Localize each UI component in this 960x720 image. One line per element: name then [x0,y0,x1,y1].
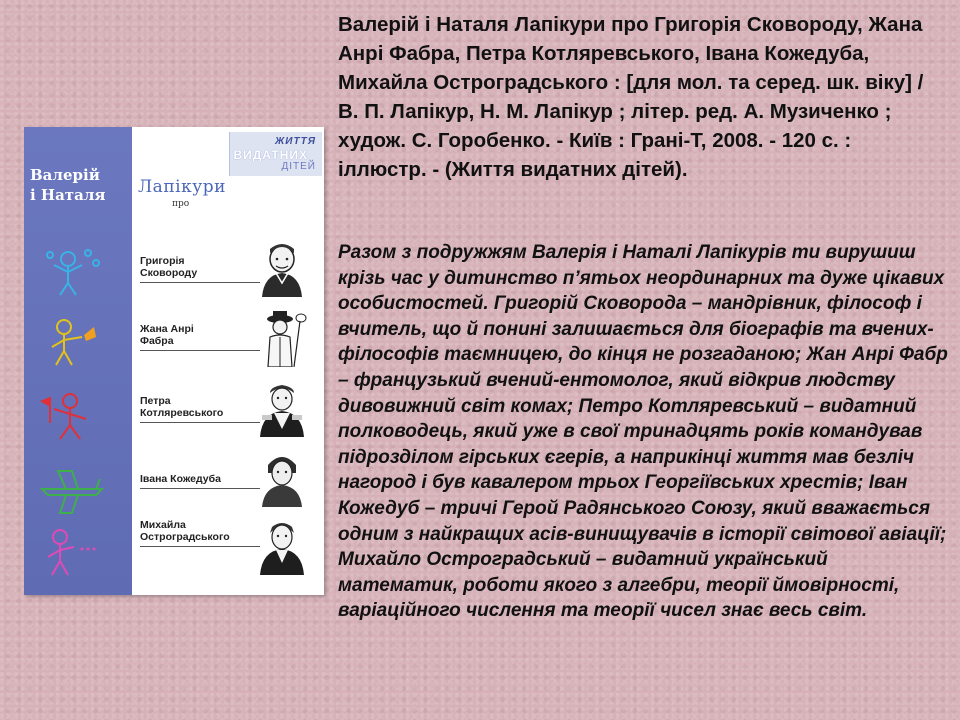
cover-hero-label-kotlyarevsky: Петра Котляревського [140,395,260,423]
bibliographic-record: Валерій і Наталя Лапікури про Григорія Сковороду, Жана Анрі Фабра, Петра Котляревського, Івана Кожедуба, Михайла Остроградського : [для мол. та серед. шк. віку] / В. П. Лапікур, Н. М. Лапікур ; літер. ред. А. Музиченко ; худож. С. Горобенко. - Київ : Грані-Т, 2008. - 120 с. : іллюстр. - (Життя видатних дітей). [338,13,924,181]
cover-hero-label-fabre: Жана Анрі Фабра [140,323,260,351]
series-logo-line3: ДІТЕЙ [281,161,316,172]
skovoroda-portrait-icon [254,239,310,297]
kotlyarevsky-portrait-icon [254,379,310,437]
book-annotation: Разом з подружжям Валерія і Наталі Лапікурів ти вирушиш крізь час у дитинство п’ятьох неординарних та дуже цікавих особистостей. Григорій Сковорода – мандрівник, філософ і вчитель, що й понині залишається для біографів та вчених-філософів таємницею, до кінця не розгаданою; Жан Анрі Фабр – французький вчений-ентомолог, який відкрив людству дивовижний світ комах; Петро Котляревський – видатний полководець, який уже в свої тринадцять років командував підрозділом гірських єгерів, а наприкінці життя мав безліч нагород і був кавалером трьох Георгіївських хрестів; Іван Кожедуб – тричі Герой Радянського Союзу, який вважається одним з найкращих асів-винищувачів в історії світової авіації; Михайло Остроградський – видатний український математик, роботи якого з алгебри, теорії ймовірності, варіаційного числення та теорії чисел знає весь світ. [338,242,948,622]
kozhedub-portrait-icon [254,449,310,507]
cover-author-first-names: Валерій і Наталя [30,166,106,204]
cover-hero-label-skovoroda: Григорія Сковороду [140,255,260,283]
flag-stick-figure-icon [38,389,106,441]
cover-author-surname: Лапікури [138,177,226,197]
juggling-stick-figure-icon [38,245,106,297]
cover-hero-label-kozhedub: Івана Кожедуба [140,473,260,489]
series-logo [229,132,322,176]
math-stick-figure-icon [38,525,106,577]
cover-hero-label-ostrogradsky: Михайла Остроградського [140,519,260,547]
book-cover-image [24,127,324,595]
airplane-icon [38,465,106,517]
series-logo-line2: ВИДАТНИХ [233,148,308,162]
fabre-portrait-icon [254,309,310,367]
ostrogradsky-portrait-icon [254,517,310,575]
series-logo-line1: ЖИТТЯ [275,136,316,147]
butterfly-stick-figure-icon [38,315,106,367]
cover-pro-word: про [172,199,190,209]
